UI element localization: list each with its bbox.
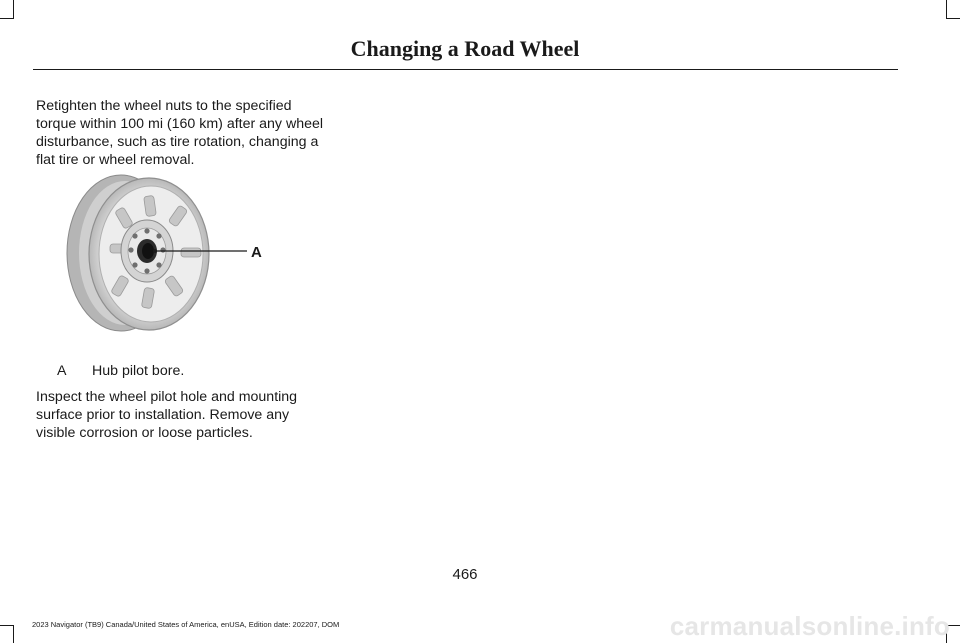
header-rule: [33, 69, 898, 70]
legend-text: Hub pilot bore.: [92, 363, 185, 379]
crop-mark-top-right-v: [946, 0, 947, 18]
watermark: carmanualsonline.info: [669, 611, 950, 641]
crop-mark-top-left-h: [0, 18, 14, 19]
callout-label-a: A: [251, 244, 262, 261]
crop-mark-bottom-left-h: [0, 625, 14, 626]
wheel-drawing: [55, 168, 295, 338]
paragraph-retighten-wheel-nuts: Retighten the wheel nuts to the specified torque within 100 mi (160 km) after any wheel disturbance, such as tire rotation, changing a flat tire or wheel removal.: [36, 98, 324, 168]
paragraph-inspect-pilot-hole: Inspect the wheel pilot hole and mounting surface prior to installation. Remove any visible corrosion or loose particles.: [36, 389, 298, 441]
crop-mark-top-left-v: [13, 0, 14, 18]
crop-mark-top-right-h: [946, 18, 960, 19]
wheel-illustration: [55, 168, 295, 338]
page-title: Changing a Road Wheel: [350, 36, 580, 61]
crop-mark-bottom-left-v: [13, 625, 14, 643]
legend-key: A: [57, 363, 67, 379]
page-number: 466: [452, 566, 478, 583]
edition-footer: 2023 Navigator (TB9) Canada/United States of America, enUSA, Edition date: 202207, DOM: [32, 620, 340, 629]
